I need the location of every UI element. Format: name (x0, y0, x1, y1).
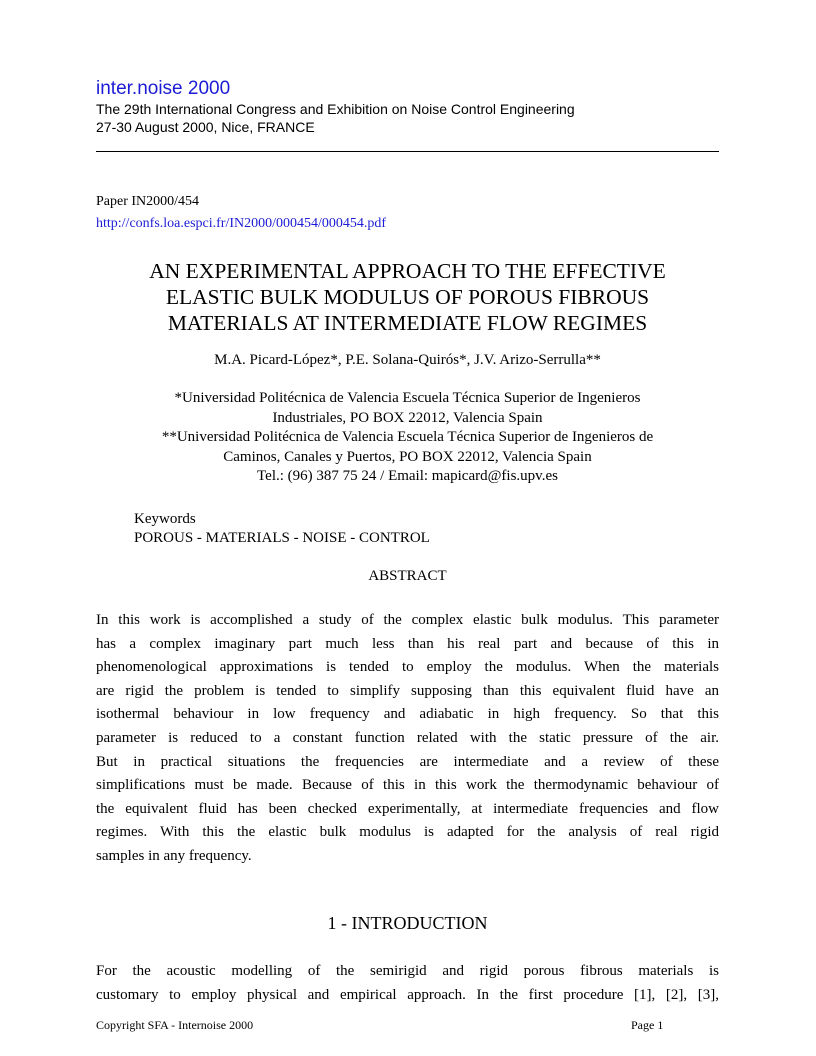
title-line: ELASTIC BULK MODULUS OF POROUS FIBROUS (165, 285, 650, 309)
authors: M.A. Picard-López*, P.E. Solana-Quirós*, J.V. Arizo-Serrulla** (214, 352, 601, 368)
paper-url-link[interactable]: http://confs.loa.espci.fr/IN2000/000454/000454.pdf (96, 216, 387, 231)
introduction-body (96, 960, 719, 1007)
abstract-line: phenomenological approximations is tended to employ the modulus. When the materials (96, 659, 719, 676)
affiliation-line: Caminos, Canales y Puertos, PO BOX 22012, Valencia Spain (223, 448, 592, 465)
title-line: AN EXPERIMENTAL APPROACH TO THE EFFECTIVE (149, 259, 666, 283)
footer-copyright: Copyright SFA - Internoise 2000 (96, 1018, 254, 1032)
abstract-line: the equivalent fluid has been checked experimentally, at intermediate frequencies and flow (96, 800, 719, 817)
keywords-values: POROUS - MATERIALS - NOISE - CONTROL (134, 530, 430, 546)
footer-page-number: Page 1 (631, 1018, 664, 1032)
affiliation-line: **Universidad Politécnica de Valencia Escuela Técnica Superior de Ingenieros de (161, 429, 654, 445)
affiliation-line: *Universidad Politécnica de Valencia Escuela Técnica Superior de Ingenieros (174, 390, 641, 406)
abstract-line: samples in any frequency. (96, 847, 252, 864)
affiliation-line: Industriales, PO BOX 22012, Valencia Spain (272, 409, 543, 426)
abstract-line: regimes. With this the elastic bulk modulus is adapted for the analysis of real rigid (96, 824, 719, 841)
abstract-line: are rigid the problem is tended to simplify supposing than this equivalent fluid have an (96, 682, 719, 699)
abstract-line: In this work is accomplished a study of the complex elastic bulk modulus. This parameter (96, 612, 719, 628)
abstract-line: parameter is reduced to a constant function related with the static pressure of the air. (96, 729, 719, 746)
introduction-line: customary to employ physical and empirical approach. In the first procedure [1], [2], [3], (96, 986, 719, 1003)
abstract-body (96, 609, 719, 869)
keywords-label: Keywords (134, 511, 196, 527)
abstract-line: But in practical situations the frequencies are intermediate and a review of these (96, 753, 719, 770)
abstract-line: isothermal behaviour in low frequency and adiabatic in high frequency. So that this (96, 706, 719, 723)
abstract-line: simplifications must be made. Because of this in this work the thermodynamic behaviour of (96, 777, 719, 794)
paper-id: Paper IN2000/454 (96, 194, 200, 209)
conference-date-location: 27-30 August 2000, Nice, FRANCE (96, 119, 315, 135)
header-divider (96, 151, 719, 152)
conference-header (96, 78, 575, 136)
affiliations (96, 389, 719, 487)
title-line: MATERIALS AT INTERMEDIATE FLOW REGIMES (167, 311, 648, 335)
introduction-line: For the acoustic modelling of the semirigid and rigid porous fibrous materials is (96, 963, 719, 979)
introduction-heading: 1 - INTRODUCTION (327, 913, 488, 933)
conference-name: inter.noise 2000 (96, 78, 231, 99)
abstract-line: has a complex imaginary part much less than his real part and because of this in (96, 635, 719, 652)
conference-subtitle: The 29th International Congress and Exhibition on Noise Control Engineering (96, 101, 575, 117)
abstract-heading: ABSTRACT (368, 568, 447, 584)
affiliation-line: Tel.: (96) 387 75 24 / Email: mapicard@fis.upv.es (257, 468, 558, 484)
paper-title (96, 258, 719, 336)
